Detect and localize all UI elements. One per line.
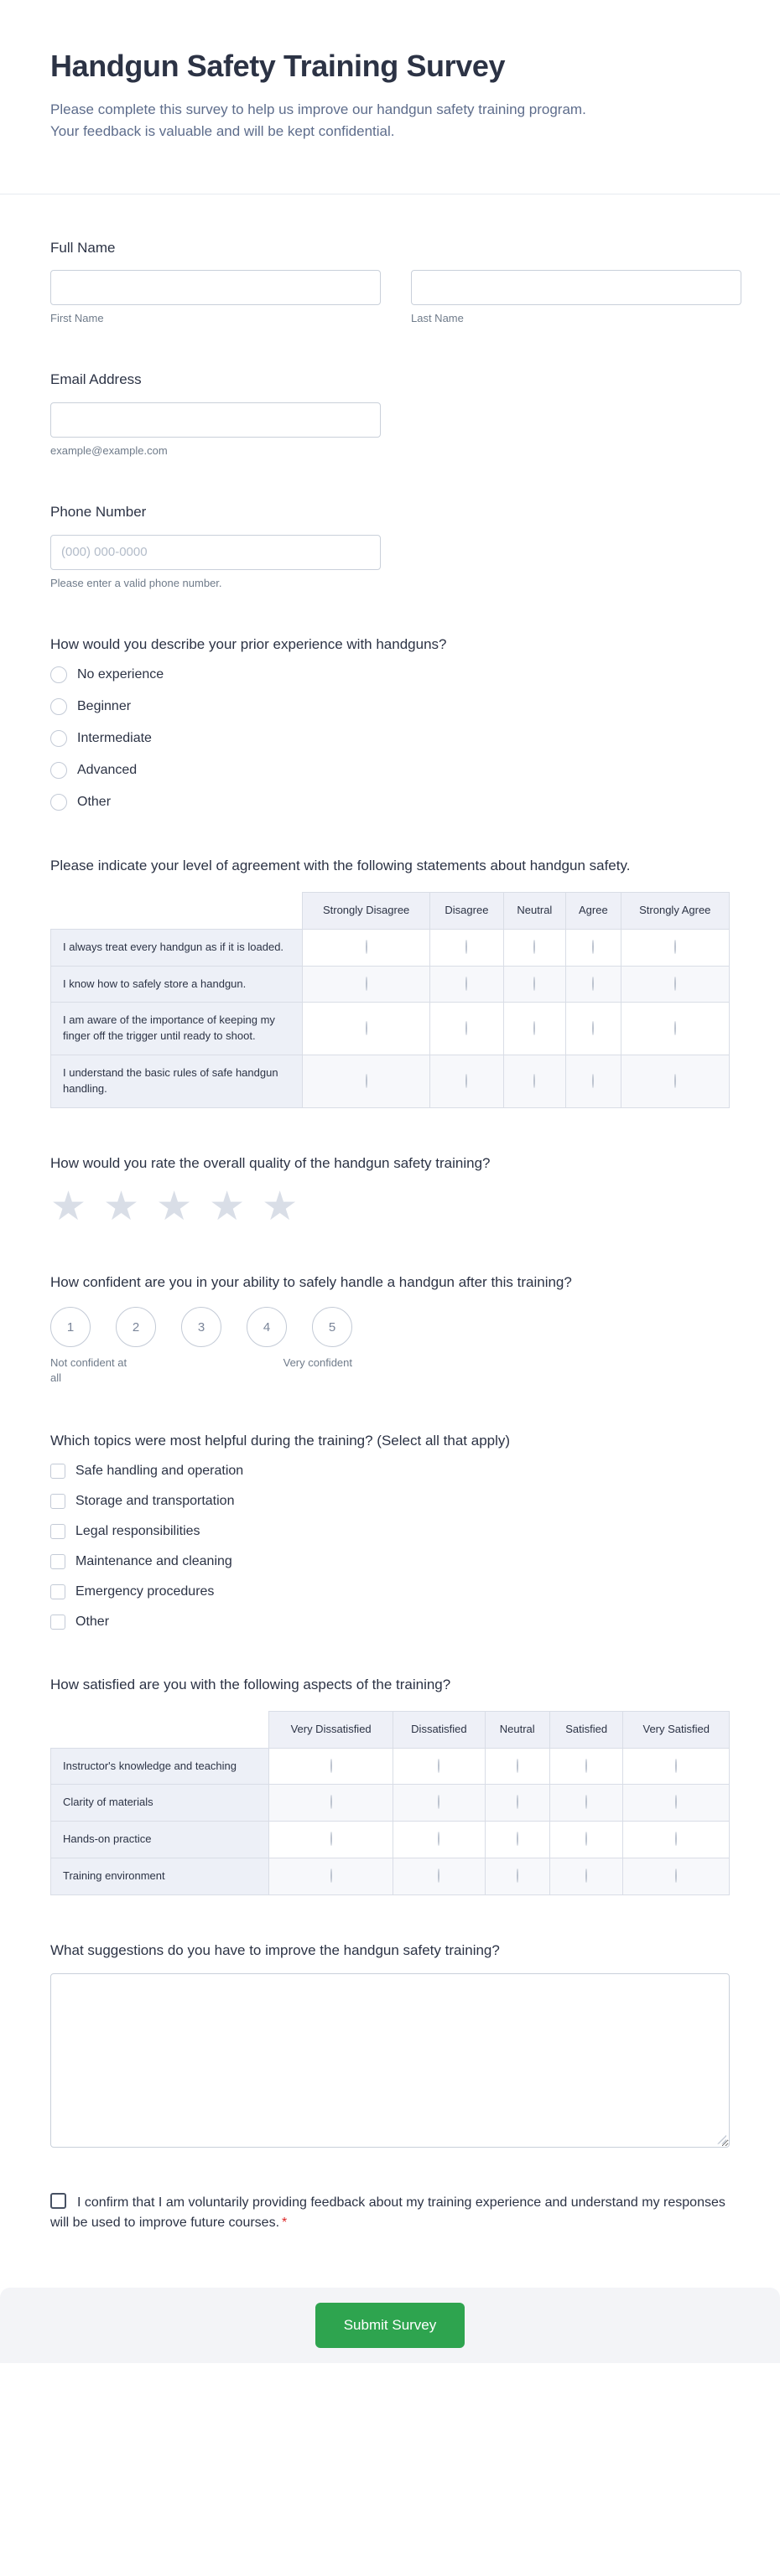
email-input[interactable] xyxy=(50,402,381,438)
checkbox-option[interactable] xyxy=(50,1494,730,1509)
matrix-row-label: Hands-on practice xyxy=(51,1822,269,1858)
matrix-cell[interactable] xyxy=(623,1858,730,1895)
matrix-radio-icon[interactable] xyxy=(675,1832,677,1846)
phone-field xyxy=(50,535,730,589)
first-name-sublabel: First Name xyxy=(50,312,104,325)
suggestions-field xyxy=(50,1973,730,2148)
checkbox-option[interactable] xyxy=(50,1584,730,1599)
matrix-row xyxy=(51,1822,730,1858)
matrix-column-header: Strongly Agree xyxy=(621,892,729,929)
radio-option[interactable] xyxy=(50,794,730,811)
question-label: Which topics were most helpful during the training? (Select all that apply) xyxy=(50,1433,511,1449)
checkbox-option-label: Safe handling and operation xyxy=(75,1464,244,1479)
matrix-cell[interactable] xyxy=(549,1858,623,1895)
matrix-row xyxy=(51,1748,730,1785)
star-icon[interactable] xyxy=(262,1187,298,1227)
matrix-cell[interactable] xyxy=(566,1003,621,1055)
matrix-row xyxy=(51,1858,730,1895)
question-topics xyxy=(50,1431,730,1630)
matrix-cell[interactable] xyxy=(623,1822,730,1858)
matrix-radio-icon[interactable] xyxy=(585,1869,587,1883)
scale-button[interactable]: 5 xyxy=(312,1307,352,1347)
matrix-cell[interactable] xyxy=(503,966,566,1003)
matrix-column-header: Very Dissatisfied xyxy=(269,1711,393,1748)
matrix-radio-icon[interactable] xyxy=(585,1759,587,1773)
matrix-row-label: I always treat every handgun as if it is loaded. xyxy=(51,929,303,966)
matrix-radio-icon[interactable] xyxy=(592,977,594,991)
matrix-radio-icon[interactable] xyxy=(517,1832,518,1846)
scale-button[interactable]: 2 xyxy=(116,1307,156,1347)
matrix-column-header: Strongly Disagree xyxy=(303,892,430,929)
question-label: How would you rate the overall quality of the handgun safety training? xyxy=(50,1154,491,1171)
page-title: Handgun Safety Training Survey xyxy=(50,49,506,83)
matrix-radio-icon[interactable] xyxy=(592,1021,594,1035)
matrix-header-row xyxy=(51,892,730,929)
matrix-cell[interactable] xyxy=(566,966,621,1003)
question-label: Phone Number xyxy=(50,503,147,520)
question-label: What suggestions do you have to improve the handgun safety training? xyxy=(50,1941,500,1958)
question-confidence-scale xyxy=(50,1272,730,1386)
matrix-cell[interactable] xyxy=(549,1785,623,1822)
consent-statement xyxy=(50,2193,730,2235)
last-name-field xyxy=(411,270,741,324)
phone-sublabel: Please enter a valid phone number. xyxy=(50,576,222,589)
submit-bar xyxy=(0,2288,780,2363)
checkbox-option-label: Legal responsibilities xyxy=(75,1524,200,1539)
matrix-cell[interactable] xyxy=(303,1003,430,1055)
matrix-radio-icon[interactable] xyxy=(517,1795,518,1809)
matrix-radio-icon[interactable] xyxy=(438,1759,439,1773)
matrix-cell[interactable] xyxy=(485,1748,549,1785)
matrix-cell[interactable] xyxy=(503,1003,566,1055)
matrix-radio-icon[interactable] xyxy=(330,1869,332,1883)
matrix-column-header: Dissatisfied xyxy=(393,1711,485,1748)
matrix-cell[interactable] xyxy=(549,1822,623,1858)
matrix-cell[interactable] xyxy=(621,1003,729,1055)
matrix-cell[interactable] xyxy=(485,1858,549,1895)
matrix-cell[interactable] xyxy=(503,929,566,966)
matrix-radio-icon[interactable] xyxy=(674,1021,676,1035)
matrix-cell[interactable] xyxy=(269,1822,393,1858)
matrix-row xyxy=(51,929,730,966)
question-experience xyxy=(50,635,730,811)
checkbox-option-label: Emergency procedures xyxy=(75,1584,215,1599)
form-body xyxy=(0,194,780,2235)
matrix-column-header: Agree xyxy=(566,892,621,929)
email-field xyxy=(50,402,730,457)
scale-button[interactable]: 4 xyxy=(247,1307,287,1347)
scale-button[interactable]: 3 xyxy=(181,1307,221,1347)
matrix-cell[interactable] xyxy=(623,1748,730,1785)
radio-option-label: Advanced xyxy=(77,763,138,778)
matrix-cell[interactable] xyxy=(566,1055,621,1108)
matrix-cell[interactable] xyxy=(303,1055,430,1108)
matrix-radio-icon[interactable] xyxy=(517,1869,518,1883)
matrix-cell[interactable] xyxy=(621,1055,729,1108)
scale-button[interactable]: 1 xyxy=(50,1307,91,1347)
radio-button-icon[interactable] xyxy=(50,762,67,779)
required-asterisk: * xyxy=(282,2216,288,2231)
email-sublabel: example@example.com xyxy=(50,443,168,457)
matrix-column-header: Neutral xyxy=(485,1711,549,1748)
matrix-cell[interactable] xyxy=(393,1858,485,1895)
radio-option-label: Beginner xyxy=(77,699,132,714)
matrix-radio-icon[interactable] xyxy=(674,1074,676,1088)
matrix-radio-icon[interactable] xyxy=(533,940,535,954)
radio-button-icon[interactable] xyxy=(50,730,67,747)
matrix-radio-icon[interactable] xyxy=(592,940,594,954)
matrix-radio-icon[interactable] xyxy=(330,1832,332,1846)
checkbox-option[interactable] xyxy=(50,1464,730,1479)
matrix-cell[interactable] xyxy=(430,1055,503,1108)
scale-rating xyxy=(50,1307,730,1347)
matrix-cell[interactable] xyxy=(623,1785,730,1822)
last-name-input[interactable] xyxy=(411,270,741,305)
radio-option[interactable] xyxy=(50,666,730,683)
question-full-name xyxy=(50,238,730,325)
name-row xyxy=(50,270,730,324)
matrix-radio-icon[interactable] xyxy=(674,940,676,954)
last-name-sublabel: Last Name xyxy=(411,312,464,325)
radio-option[interactable] xyxy=(50,730,730,747)
first-name-input[interactable] xyxy=(50,270,381,305)
matrix-radio-icon[interactable] xyxy=(366,940,367,954)
checkbox-option[interactable] xyxy=(50,1554,730,1569)
question-label: Email Address xyxy=(50,371,142,388)
matrix-radio-icon[interactable] xyxy=(533,1074,535,1088)
matrix-radio-icon[interactable] xyxy=(533,1021,535,1035)
matrix-radio-icon[interactable] xyxy=(675,1869,677,1883)
matrix-radio-icon[interactable] xyxy=(592,1074,594,1088)
matrix-corner-cell xyxy=(51,892,303,929)
question-email xyxy=(50,370,730,457)
checkbox-icon[interactable] xyxy=(50,1524,65,1539)
form-subtitle: Please complete this survey to help us improve our handgun safety training program. xyxy=(50,101,586,117)
satisfaction-matrix-table xyxy=(50,1711,730,1895)
matrix-radio-icon[interactable] xyxy=(585,1795,587,1809)
checkbox-icon[interactable] xyxy=(50,1494,65,1509)
matrix-radio-icon[interactable] xyxy=(465,940,467,954)
matrix-column-header: Disagree xyxy=(430,892,503,929)
matrix-radio-icon[interactable] xyxy=(366,977,367,991)
suggestions-textarea[interactable] xyxy=(50,1973,730,2148)
matrix-cell[interactable] xyxy=(549,1748,623,1785)
matrix-radio-icon[interactable] xyxy=(330,1759,332,1773)
matrix-radio-icon[interactable] xyxy=(675,1795,677,1809)
matrix-row xyxy=(51,1003,730,1055)
matrix-cell[interactable] xyxy=(430,1003,503,1055)
matrix-column-header: Neutral xyxy=(503,892,566,929)
radio-option[interactable] xyxy=(50,698,730,715)
radio-button-icon[interactable] xyxy=(50,698,67,715)
matrix-radio-icon[interactable] xyxy=(366,1074,367,1088)
checkbox-option-label: Maintenance and cleaning xyxy=(75,1554,232,1569)
matrix-radio-icon[interactable] xyxy=(674,977,676,991)
matrix-cell[interactable] xyxy=(393,1785,485,1822)
matrix-row xyxy=(51,1055,730,1108)
matrix-cell[interactable] xyxy=(393,1822,485,1858)
star-icon[interactable] xyxy=(103,1187,139,1227)
matrix-row-label: I know how to safely store a handgun. xyxy=(51,966,303,1003)
scale-right-label: Very confident xyxy=(283,1356,352,1370)
scale-left-label: Not confident at all xyxy=(50,1356,127,1385)
matrix-column-header: Satisfied xyxy=(549,1711,623,1748)
matrix-radio-icon[interactable] xyxy=(675,1759,677,1773)
form-header xyxy=(0,0,780,194)
matrix-cell[interactable] xyxy=(621,966,729,1003)
star-icon[interactable] xyxy=(50,1187,86,1227)
matrix-corner-cell xyxy=(51,1711,269,1748)
matrix-cell[interactable] xyxy=(269,1785,393,1822)
matrix-radio-icon[interactable] xyxy=(366,1021,367,1035)
scale-labels xyxy=(50,1355,352,1386)
checkbox-icon[interactable] xyxy=(50,1554,65,1569)
matrix-cell[interactable] xyxy=(303,966,430,1003)
matrix-cell[interactable] xyxy=(303,929,430,966)
question-agreement-matrix xyxy=(50,856,730,1108)
matrix-radio-icon[interactable] xyxy=(438,1869,439,1883)
checkbox-icon[interactable] xyxy=(50,1584,65,1599)
checkbox-icon[interactable] xyxy=(50,1615,65,1630)
question-label: How satisfied are you with the following aspects of the training? xyxy=(50,1677,451,1693)
radio-option-label: Intermediate xyxy=(77,731,152,746)
matrix-row xyxy=(51,1785,730,1822)
question-label: Full Name xyxy=(50,239,116,256)
question-suggestions xyxy=(50,1941,730,2148)
matrix-radio-icon[interactable] xyxy=(517,1759,518,1773)
matrix-row-label: Training environment xyxy=(51,1858,269,1895)
matrix-column-header: Very Satisfied xyxy=(623,1711,730,1748)
radio-button-icon[interactable] xyxy=(50,794,67,811)
matrix-cell[interactable] xyxy=(503,1055,566,1108)
matrix-cell[interactable] xyxy=(430,966,503,1003)
form-subtitle: Your feedback is valuable and will be kept confidential. xyxy=(50,123,395,140)
phone-input[interactable] xyxy=(50,535,381,570)
matrix-cell[interactable] xyxy=(621,929,729,966)
matrix-cell[interactable] xyxy=(485,1785,549,1822)
agreement-matrix-table xyxy=(50,892,730,1108)
matrix-cell[interactable] xyxy=(430,929,503,966)
radio-option-label: Other xyxy=(77,795,112,810)
question-label: How confident are you in your ability to safely handle a handgun after this training? xyxy=(50,1274,572,1291)
matrix-radio-icon[interactable] xyxy=(465,1021,467,1035)
question-label: Please indicate your level of agreement with the following statements about handgun safety. xyxy=(50,858,631,874)
matrix-radio-icon[interactable] xyxy=(438,1795,439,1809)
matrix-radio-icon[interactable] xyxy=(585,1832,587,1846)
matrix-row-label: Instructor's knowledge and teaching xyxy=(51,1748,269,1785)
checkbox-option[interactable] xyxy=(50,1524,730,1539)
star-icon[interactable] xyxy=(209,1187,245,1227)
matrix-cell[interactable] xyxy=(269,1858,393,1895)
star-icon[interactable] xyxy=(156,1187,192,1227)
star-rating xyxy=(50,1187,730,1227)
first-name-field xyxy=(50,270,381,324)
radio-button-icon[interactable] xyxy=(50,666,67,683)
consent-text: I confirm that I am voluntarily providing feedback about my training experience and understand my responses will be used to improve future courses. xyxy=(50,2195,725,2231)
matrix-radio-icon[interactable] xyxy=(438,1832,439,1846)
matrix-cell[interactable] xyxy=(566,929,621,966)
question-phone xyxy=(50,502,730,589)
matrix-header-row xyxy=(51,1711,730,1748)
question-quality-rating xyxy=(50,1153,730,1228)
matrix-row-label: I am aware of the importance of keeping my finger off the trigger until ready to shoot. xyxy=(51,1003,303,1055)
question-satisfaction-matrix xyxy=(50,1675,730,1895)
radio-option[interactable] xyxy=(50,762,730,779)
matrix-row xyxy=(51,966,730,1003)
checkbox-option-label: Other xyxy=(75,1615,110,1630)
matrix-cell[interactable] xyxy=(485,1822,549,1858)
matrix-cell[interactable] xyxy=(393,1748,485,1785)
matrix-radio-icon[interactable] xyxy=(465,977,467,991)
matrix-radio-icon[interactable] xyxy=(533,977,535,991)
checkbox-icon[interactable] xyxy=(50,1464,65,1479)
checkbox-option[interactable] xyxy=(50,1615,730,1630)
consent-checkbox-icon[interactable] xyxy=(50,2193,66,2209)
submit-button[interactable]: Submit Survey xyxy=(315,2303,465,2348)
matrix-cell[interactable] xyxy=(269,1748,393,1785)
question-label: How would you describe your prior experience with handguns? xyxy=(50,635,447,652)
matrix-radio-icon[interactable] xyxy=(465,1074,467,1088)
matrix-row-label: I understand the basic rules of safe handgun handling. xyxy=(51,1055,303,1108)
matrix-row-label: Clarity of materials xyxy=(51,1785,269,1822)
matrix-radio-icon[interactable] xyxy=(330,1795,332,1809)
radio-option-label: No experience xyxy=(77,667,164,682)
checkbox-option-label: Storage and transportation xyxy=(75,1494,235,1509)
